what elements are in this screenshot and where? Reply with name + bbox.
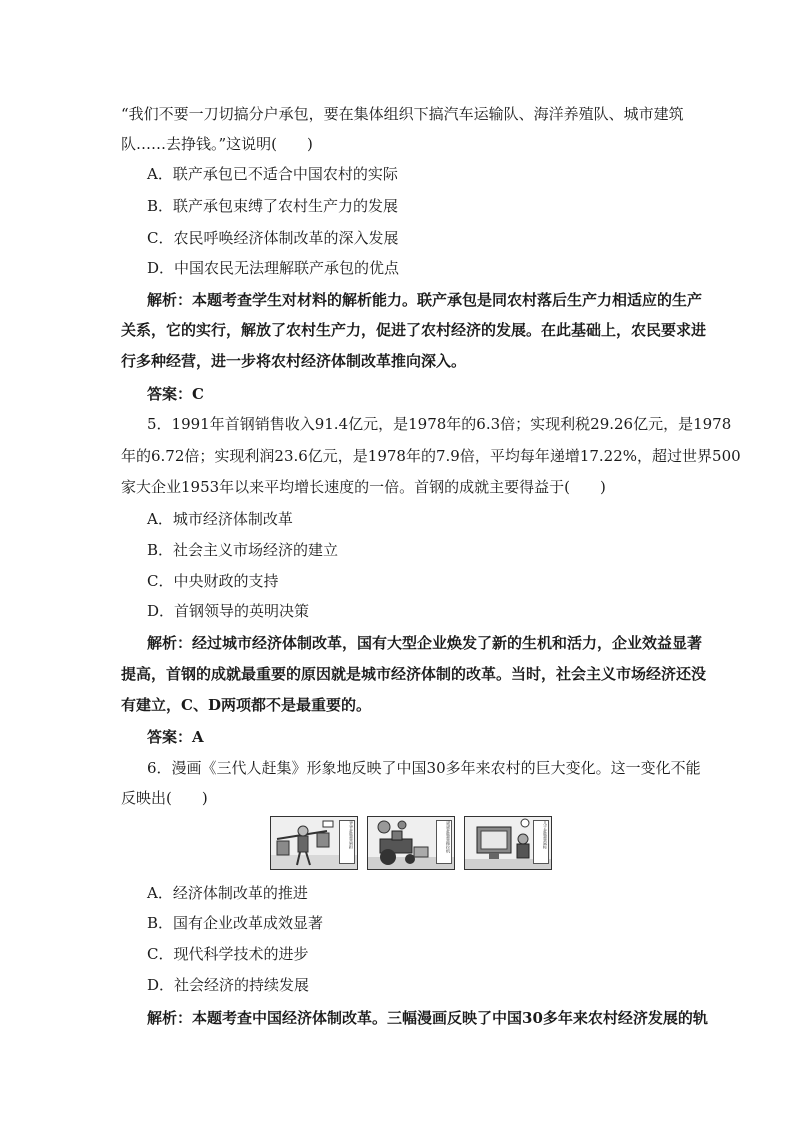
q5-option-d: D．首钢领导的英明决策 xyxy=(147,602,310,620)
q5-analysis-line3: 有建立，C、D两项都不是最重要的。 xyxy=(121,696,371,714)
q5-stem-line1: 5．1991年首钢销售收入91.4亿元，是1978年的6.3倍；实现利税29.26亿元，是1978 xyxy=(147,415,732,433)
q5-option-a: A．城市经济体制改革 xyxy=(147,510,293,528)
q6-option-a: A．经济体制改革的推进 xyxy=(147,884,308,902)
q4-option-d: D．中国农民无法理解联产承包的优点 xyxy=(147,259,400,277)
q4-option-c: C．农民呼唤经济体制改革的深入发展 xyxy=(147,229,399,247)
q4-stem-line1: “我们不要一刀切搞分户承包，要在集体组织下搞汽车运输队、海洋养殖队、城市建筑 xyxy=(121,105,684,123)
q6-stem-line2: 反映出( ) xyxy=(121,789,208,807)
q4-option-b: B．联产承包束缚了农村生产力的发展 xyxy=(147,197,399,215)
cartoon-caption-1: 爷爷赶集靠扁担 xyxy=(339,820,355,864)
q4-answer: 答案：C xyxy=(147,385,204,403)
q4-stem-line2: 队……去挣钱。”这说明( ) xyxy=(121,135,313,153)
cartoon-panel-grandfather xyxy=(270,816,358,870)
q6-analysis-line1: 解析：本题考查中国经济体制改革。三幅漫画反映了中国30多年来农村经济发展的轨 xyxy=(147,1009,708,1027)
q6-option-d: D．社会经济的持续发展 xyxy=(147,976,310,994)
q5-stem-line3: 家大企业1953年以来平均增长速度的一倍。首钢的成就主要得益于( ) xyxy=(121,478,606,496)
q5-stem-line2: 年的6.72倍；实现利润23.6亿元，是1978年的7.9倍，平均每年递增17.22%，超过世界500 xyxy=(121,447,741,465)
q5-analysis-line1: 解析：经过城市经济体制改革，国有大型企业焕发了新的生机和活力，企业效益显著 xyxy=(147,634,703,652)
q4-analysis-line1: 解析：本题考查学生对材料的解析能力。联产承包是同农村落后生产力相适应的生产 xyxy=(147,291,703,309)
cartoon-strip xyxy=(270,816,558,872)
q6-stem-line1: 6．漫画《三代人赶集》形象地反映了中国30多年来农村的巨大变化。这一变化不能 xyxy=(147,759,701,777)
cartoon-caption-3: 儿子赶集靠鼠标 xyxy=(533,820,549,864)
cartoon-caption-2: 爸爸赶集靠拖拉机 xyxy=(436,820,452,864)
q4-analysis-line3: 行多种经营，进一步将农村经济体制改革推向深入。 xyxy=(121,352,467,370)
cartoon-panel-son xyxy=(464,816,552,870)
q5-option-c: C．中央财政的支持 xyxy=(147,572,279,590)
cartoon-panel-father xyxy=(367,816,455,870)
q6-option-c: C．现代科学技术的进步 xyxy=(147,945,309,963)
q5-option-b: B．社会主义市场经济的建立 xyxy=(147,541,339,559)
q6-option-b: B．国有企业改革成效显著 xyxy=(147,914,324,932)
q5-analysis-line2: 提高，首钢的成就最重要的原因就是城市经济体制的改革。当时，社会主义市场经济还没 xyxy=(121,665,707,683)
q5-answer: 答案：A xyxy=(147,728,204,746)
q4-option-a: A．联产承包已不适合中国农村的实际 xyxy=(147,165,398,183)
q4-analysis-line2: 关系，它的实行，解放了农村生产力，促进了农村经济的发展。在此基础上，农民要求进 xyxy=(121,321,707,339)
